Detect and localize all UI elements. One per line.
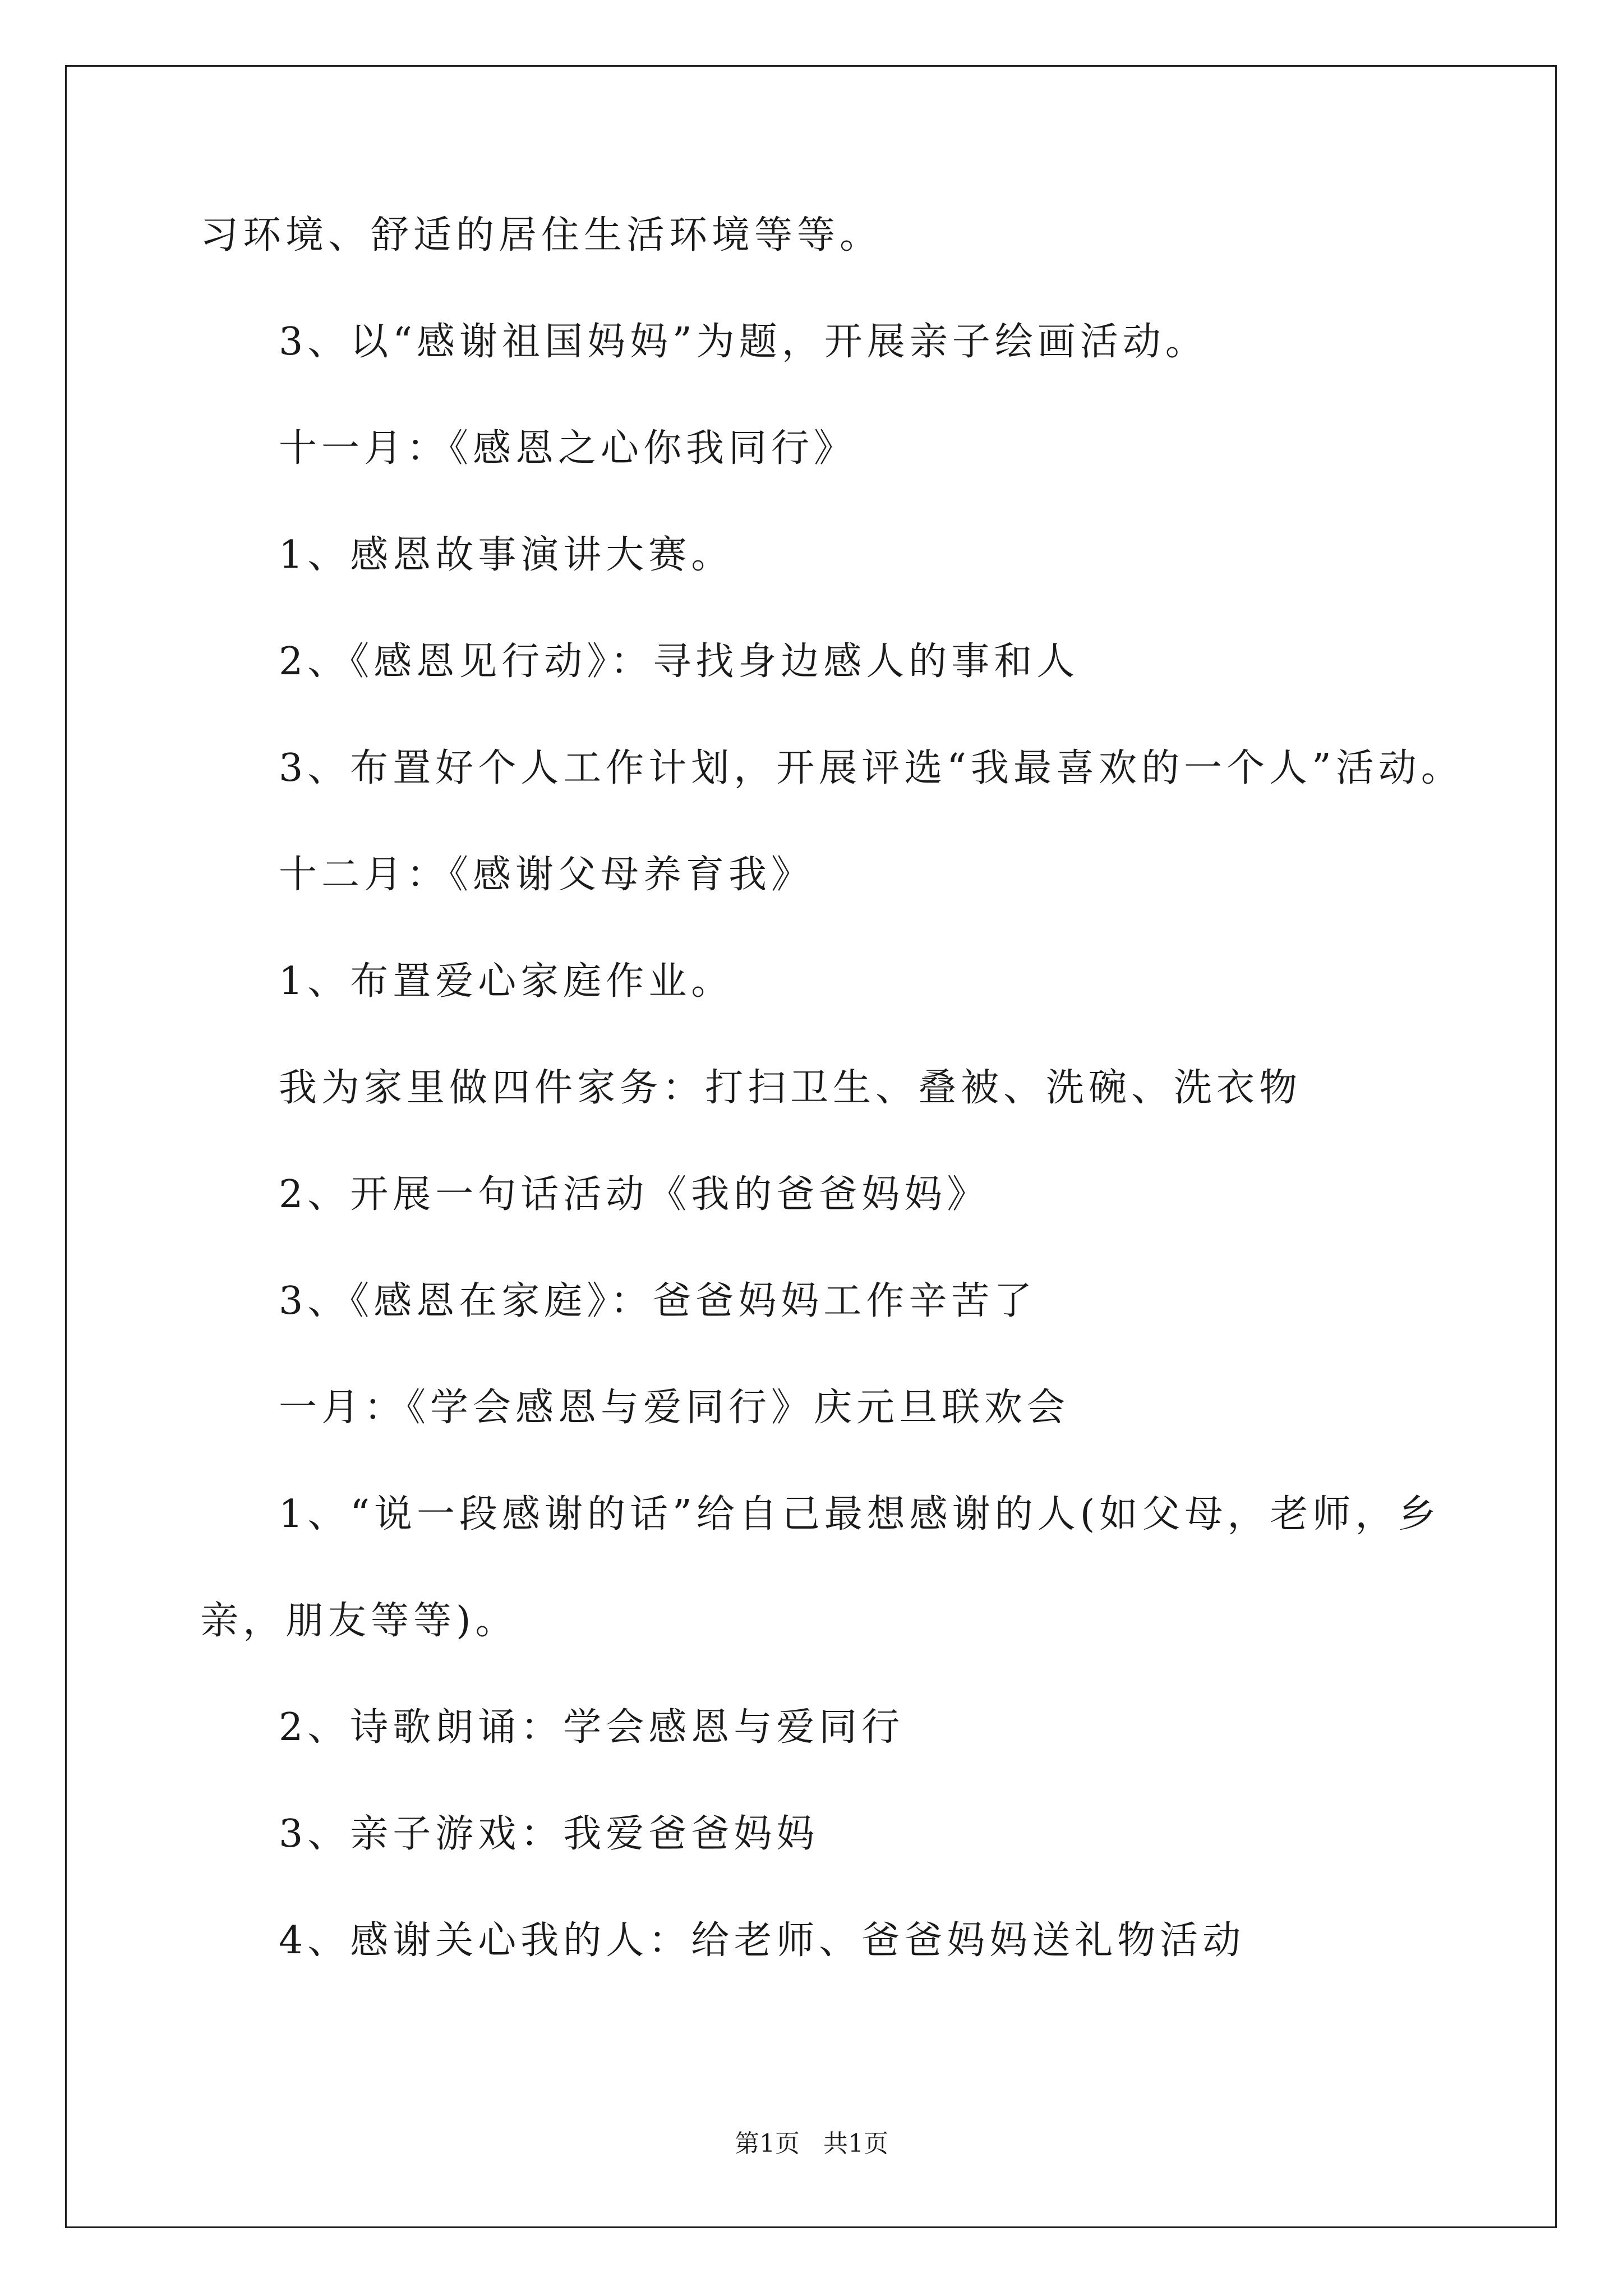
paragraph: 4、感谢关心我的人：给老师、爸爸妈妈送礼物活动 [279, 1918, 1246, 1963]
paragraph: 2、开展一句话活动《我的爸爸妈妈》 [279, 1172, 990, 1217]
paragraph: 一月：《学会感恩与爱同行》庆元旦联欢会 [279, 1386, 1070, 1430]
paragraph: 2、《感恩见行动》：寻找身边感人的事和人 [279, 639, 1080, 684]
paragraph: 1、“说一段感谢的话”给自己最想感谢的人(如父母，老师，乡 [279, 1492, 1441, 1536]
paragraph: 习环境、舒适的居住生活环境等等。 [200, 213, 883, 257]
paragraph: 3、以“感谢祖国妈妈”为题，开展亲子绘画活动。 [279, 320, 1208, 364]
paragraph: 十二月：《感谢父母养育我》 [279, 853, 814, 897]
page-border [65, 65, 1557, 2228]
paragraph: 亲，朋友等等)。 [200, 1599, 518, 1643]
page-number-footer: 第1页 共1页 [735, 2129, 888, 2158]
paragraph: 3、亲子游戏：我爱爸爸妈妈 [279, 1812, 819, 1856]
paragraph: 1、感恩故事演讲大赛。 [279, 533, 734, 577]
paragraph: 2、诗歌朗诵：学会感恩与爱同行 [279, 1705, 905, 1750]
paragraph: 1、布置爱心家庭作业。 [279, 959, 734, 1004]
paragraph: 我为家里做四件家务：打扫卫生、叠被、洗碗、洗衣物 [279, 1066, 1302, 1110]
paragraph: 十一月：《感恩之心你我同行》 [279, 426, 857, 471]
paragraph: 3、布置好个人工作计划，开展评选“我最喜欢的一个人”活动。 [279, 746, 1464, 790]
paragraph: 3、《感恩在家庭》：爸爸妈妈工作辛苦了 [279, 1279, 1037, 1323]
